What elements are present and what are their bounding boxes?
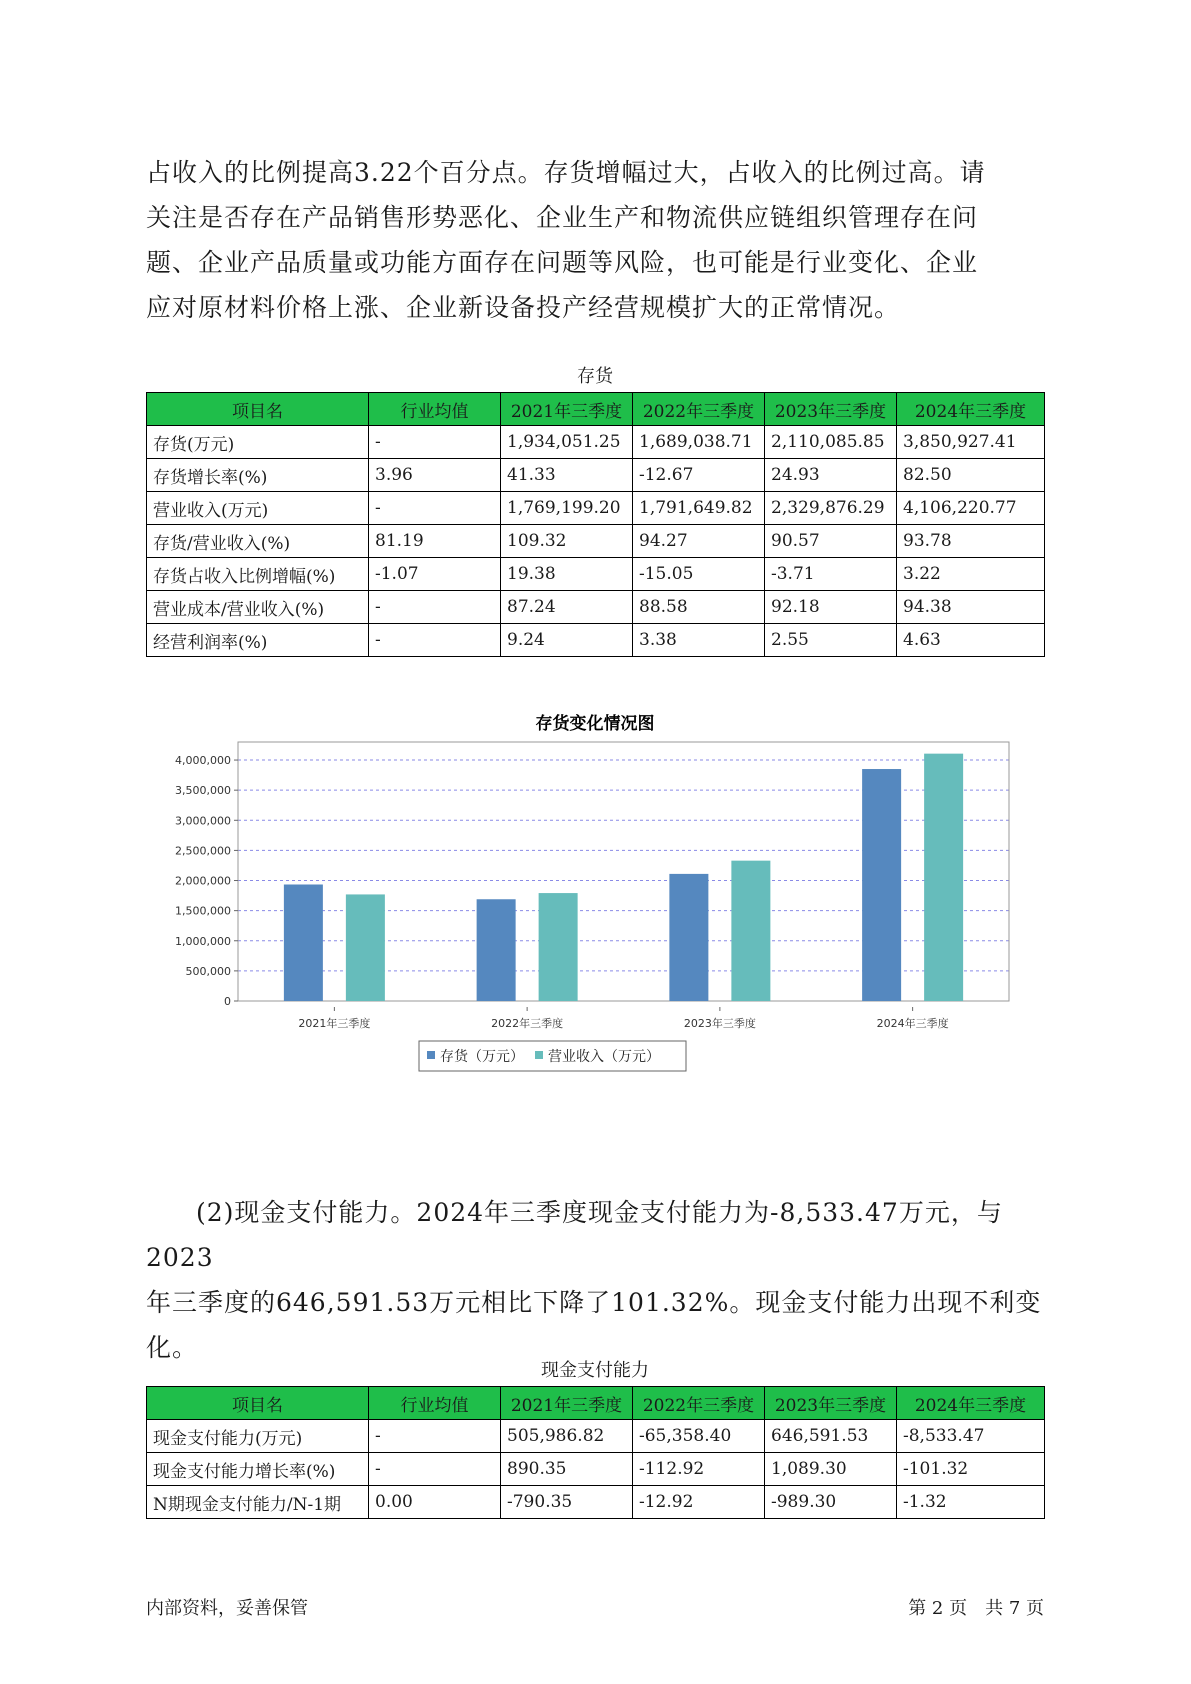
table-cell: 4.63	[897, 624, 1045, 657]
table-cell: -	[369, 1453, 501, 1486]
y-tick-label: 1,000,000	[175, 934, 231, 948]
table-cell: -	[369, 624, 501, 657]
table-cell: -790.35	[501, 1486, 633, 1519]
table-cell: 646,591.53	[765, 1420, 897, 1453]
table-cell: 1,791,649.82	[633, 492, 765, 525]
header-cell: 2021年三季度	[501, 393, 633, 426]
bar-inventory	[669, 874, 708, 1001]
cash-payment-table	[146, 1386, 1045, 1519]
chart-legend	[419, 1041, 686, 1071]
paragraph-cash-payment	[146, 1190, 1046, 1370]
inventory-bar-chart	[146, 705, 1044, 1165]
y-tick-label: 4,000,000	[175, 754, 231, 768]
header-cell: 行业均值	[369, 1387, 501, 1420]
paragraph-inventory-analysis	[146, 150, 1046, 330]
header-cell: 行业均值	[369, 393, 501, 426]
header-cell: 2022年三季度	[633, 1387, 765, 1420]
chart-bars	[284, 754, 963, 1001]
table-cell: 92.18	[765, 591, 897, 624]
table-cell: 3,850,927.41	[897, 426, 1045, 459]
y-tick-label: 3,000,000	[175, 814, 231, 828]
paragraph-line: 化。	[146, 1333, 199, 1362]
table-cell: 41.33	[501, 459, 633, 492]
table-cell: 890.35	[501, 1453, 633, 1486]
paragraph-line: (2)现金支付能力。2024年三季度现金支付能力为-8,533.47万元，与2023	[146, 1198, 1003, 1272]
header-cell: 项目名	[147, 393, 369, 426]
table-row	[147, 591, 1045, 624]
table-cell: 2.55	[765, 624, 897, 657]
table-cell: 现金支付能力增长率(%)	[147, 1453, 369, 1486]
y-tick-label: 500,000	[185, 964, 231, 978]
table-cell: -989.30	[765, 1486, 897, 1519]
table-cell: -112.92	[633, 1453, 765, 1486]
table-row	[147, 492, 1045, 525]
y-tick-label: 2,000,000	[175, 874, 231, 888]
table-cell: 4,106,220.77	[897, 492, 1045, 525]
table-cell: -	[369, 1420, 501, 1453]
bar-inventory	[477, 899, 516, 1001]
footer-page-number: 第 2 页 共 7 页	[908, 1598, 1044, 1619]
table-cell: 109.32	[501, 525, 633, 558]
header-cell: 2021年三季度	[501, 1387, 633, 1420]
table-cell: -8,533.47	[897, 1420, 1045, 1453]
table-cell: 81.19	[369, 525, 501, 558]
table-cell: 经营利润率(%)	[147, 624, 369, 657]
chart-x-labels	[298, 1016, 948, 1030]
table-cell: -65,358.40	[633, 1420, 765, 1453]
table-caption-cash: 现金支付能力	[541, 1360, 649, 1381]
header-cell: 2023年三季度	[765, 393, 897, 426]
table-cell: 存货/营业收入(%)	[147, 525, 369, 558]
y-tick-label: 0	[224, 995, 231, 1008]
table-cell: 3.22	[897, 558, 1045, 591]
table-cell: 94.27	[633, 525, 765, 558]
table-cell: 24.93	[765, 459, 897, 492]
paragraph-line: 应对原材料价格上涨、企业新设备投产经营规模扩大的正常情况。	[146, 293, 901, 322]
y-tick-label: 3,500,000	[175, 784, 231, 798]
y-tick-label: 2,500,000	[175, 844, 231, 858]
paragraph-line: 关注是否存在产品销售形势恶化、企业生产和物流供应链组织管理存在问	[146, 203, 979, 232]
footer-confidential: 内部资料，妥善保管	[146, 1598, 308, 1619]
table-cell: 93.78	[897, 525, 1045, 558]
table-cell: N期现金支付能力/N-1期	[147, 1486, 369, 1519]
table-cell: 1,689,038.71	[633, 426, 765, 459]
table-cell: 82.50	[897, 459, 1045, 492]
legend-label: 营业收入（万元）	[548, 1049, 660, 1065]
paragraph-line: 年三季度的646,591.53万元相比下降了101.32%。现金支付能力出现不利变	[146, 1288, 1042, 1317]
table-row	[147, 426, 1045, 459]
bar-inventory	[862, 769, 901, 1001]
header-cell: 2024年三季度	[897, 393, 1045, 426]
table-cell: 94.38	[897, 591, 1045, 624]
header-cell: 项目名	[147, 1387, 369, 1420]
table-cell: -3.71	[765, 558, 897, 591]
x-tick-label: 2023年三季度	[683, 1017, 756, 1030]
table-cell: 存货增长率(%)	[147, 459, 369, 492]
table-header-row	[147, 1387, 1045, 1420]
chart-title: 存货变化情况图	[535, 714, 655, 734]
table-row	[147, 459, 1045, 492]
table-row	[147, 624, 1045, 657]
table-cell: -	[369, 492, 501, 525]
paragraph-line: 占收入的比例提高3.22个百分点。存货增幅过大，占收入的比例过高。请	[146, 158, 986, 187]
table-cell: 3.96	[369, 459, 501, 492]
table-row	[147, 558, 1045, 591]
bar-revenue	[924, 754, 963, 1001]
header-cell: 2024年三季度	[897, 1387, 1045, 1420]
table-caption-inventory: 存货	[577, 366, 613, 387]
table-cell: 2,110,085.85	[765, 426, 897, 459]
table-row	[147, 1453, 1045, 1486]
table-header-row	[147, 393, 1045, 426]
table-cell: -12.92	[633, 1486, 765, 1519]
inventory-table	[146, 392, 1045, 657]
table-cell: 1,089.30	[765, 1453, 897, 1486]
legend-label: 存货（万元）	[440, 1049, 524, 1065]
table-cell: -	[369, 426, 501, 459]
table-cell: 存货占收入比例增幅(%)	[147, 558, 369, 591]
table-cell: 1,769,199.20	[501, 492, 633, 525]
bar-revenue	[346, 894, 385, 1001]
table-cell: -12.67	[633, 459, 765, 492]
x-tick-label: 2022年三季度	[491, 1017, 564, 1030]
paragraph-line: 题、企业产品质量或功能方面存在问题等风险，也可能是行业变化、企业	[146, 248, 979, 277]
table-cell: 营业成本/营业收入(%)	[147, 591, 369, 624]
table-cell: 88.58	[633, 591, 765, 624]
table-cell: 1,934,051.25	[501, 426, 633, 459]
inventory-chart	[146, 705, 1044, 1165]
table-cell: 2,329,876.29	[765, 492, 897, 525]
table-cell: 现金支付能力(万元)	[147, 1420, 369, 1453]
table-cell: 存货(万元)	[147, 426, 369, 459]
legend-swatch	[427, 1051, 435, 1059]
bar-revenue	[731, 861, 770, 1001]
table-cell: 505,986.82	[501, 1420, 633, 1453]
table-row	[147, 1420, 1045, 1453]
table-cell: 87.24	[501, 591, 633, 624]
table-cell: 3.38	[633, 624, 765, 657]
y-tick-label: 1,500,000	[175, 904, 231, 918]
header-cell: 2022年三季度	[633, 393, 765, 426]
table-cell: -1.07	[369, 558, 501, 591]
table-cell: -	[369, 591, 501, 624]
table-cell: 19.38	[501, 558, 633, 591]
table-cell: 9.24	[501, 624, 633, 657]
table-cell: 0.00	[369, 1486, 501, 1519]
x-tick-label: 2021年三季度	[298, 1017, 371, 1030]
table-cell: 营业收入(万元)	[147, 492, 369, 525]
table-row	[147, 525, 1045, 558]
table-cell: -1.32	[897, 1486, 1045, 1519]
header-cell: 2023年三季度	[765, 1387, 897, 1420]
x-tick-label: 2024年三季度	[876, 1017, 949, 1030]
bar-revenue	[539, 893, 578, 1001]
table-cell: 90.57	[765, 525, 897, 558]
table-cell: -15.05	[633, 558, 765, 591]
bar-inventory	[284, 884, 323, 1001]
table-row	[147, 1486, 1045, 1519]
legend-swatch	[535, 1051, 543, 1059]
table-cell: -101.32	[897, 1453, 1045, 1486]
